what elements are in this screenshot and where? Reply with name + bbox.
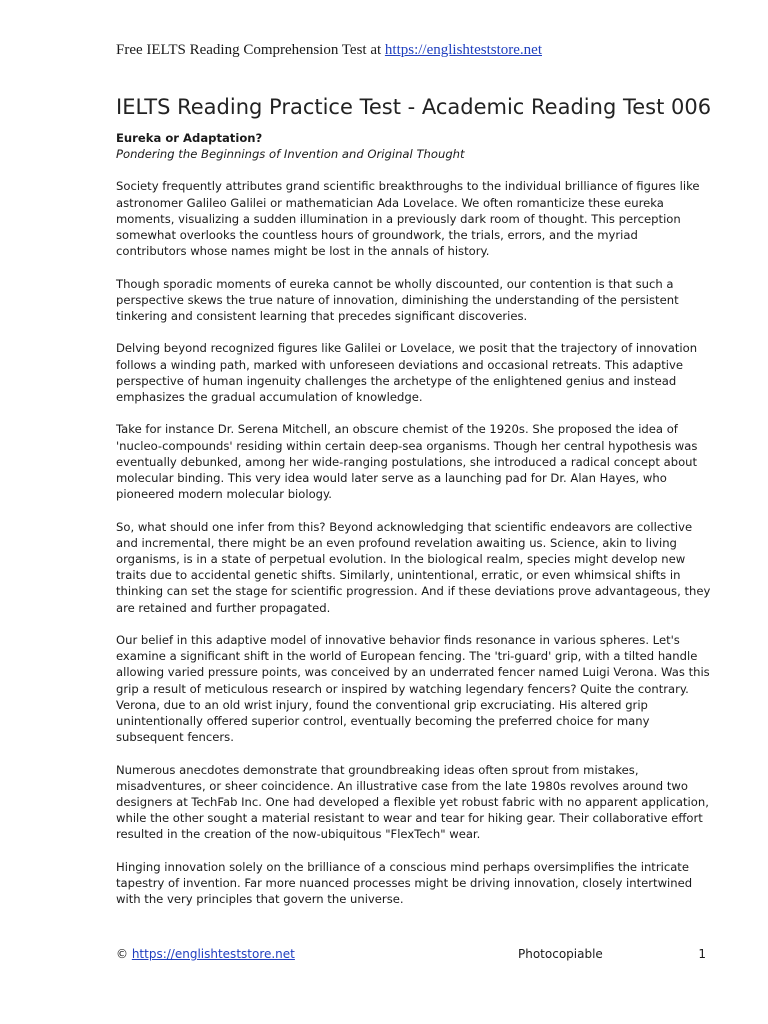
page-number: 1	[698, 947, 706, 961]
article-tagline: Pondering the Beginnings of Invention and Original Thought	[116, 147, 465, 162]
paragraph: Numerous anecdotes demonstrate that groundbreaking ideas often sprout from mistakes, misadventures, or sheer coincidence. An illustrative case from the late 1980s revolves around two designers at TechFab Inc. One had developed a flexible yet robust fabric with no apparent application, while the other sought a material resistant to wear and tear for hiking gear. Their collaborative effort resulted in the creation of the now-ubiquitous "FlexTech" wear.	[116, 762, 709, 842]
paragraph: Delving beyond recognized figures like Galilei or Lovelace, we posit that the trajectory of innovation follows a winding path, marked with unforeseen deviations and occasional retreats. This adaptive perspective of human ingenuity challenges the archetype of the enlightened genius and instead emphasizes the gradual accumulation of knowledge.	[116, 341, 698, 405]
header-text: Free IELTS Reading Comprehension Test at	[116, 42, 385, 58]
footer-link[interactable]: https://englishteststore.net	[131, 947, 295, 961]
footer-photocopiable: Photocopiable	[518, 947, 603, 961]
article-body	[116, 130, 712, 924]
footer-copyright	[116, 947, 295, 961]
copyright-symbol: ©	[116, 947, 128, 961]
paragraph: So, what should one infer from this? Beyond acknowledging that scientific endeavors are collective and incremental, there might be an even profound revelation awaiting us. Science, akin to living organisms, is in a state of perpetual evolution. In the biological realm, species might develop new traits due to accidental genetic shifts. Similarly, unintentional, erratic, or even whimsical shifts in thinking can set the stage for scientific progression. And if these deviations prove advantageous, they are retained and further propagated.	[116, 519, 711, 615]
page-title: IELTS Reading Practice Test - Academic Reading Test 006	[116, 95, 712, 119]
header-link[interactable]: https://englishteststore.net	[384, 42, 542, 58]
paragraph: Our belief in this adaptive model of innovative behavior finds resonance in various spheres. Let's examine a significant shift in the world of European fencing. The 'tri-guard' grip, with a tilted handle allowing varied pressure points, was conceived by an underrated fencer named Luigi Verona. Was this grip a result of meticulous research or inspired by watching legendary fencers? Quite the contrary. Verona, due to an old wrist injury, found the conventional grip excruciating. His altered grip unintentionally offered superior control, eventually becoming the preferred choice for many subsequent fencers.	[116, 633, 710, 745]
article-subtitle: Eureka or Adaptation?	[116, 131, 263, 145]
page-header	[116, 42, 542, 59]
paragraph: Take for instance Dr. Serena Mitchell, an obscure chemist of the 1920s. She proposed the idea of 'nucleo-compounds' residing within certain deep-sea organisms. Though her central hypothesis was eventually debunked, among her wide-ranging postulations, she introduced a radical concept about molecular binding. This very idea would later serve as a launching pad for Dr. Alan Hayes, who pioneered modern molecular biology.	[116, 422, 698, 502]
paragraph: Though sporadic moments of eureka cannot be wholly discounted, our contention is that such a perspective skews the true nature of innovation, diminishing the understanding of the persistent tinkering and consistent learning that precedes significant discoveries.	[116, 276, 679, 324]
paragraph: Society frequently attributes grand scientific breakthroughs to the individual brilliance of figures like astronomer Galileo Galilei or mathematician Ada Lovelace. We often romanticize these eureka moments, visualizing a sudden illumination in a previously dark room of thought. This perception somewhat overlooks the countless hours of groundwork, the trials, errors, and the myriad contributors whose names might be lost in the annals of history.	[116, 179, 700, 259]
paragraph: Hinging innovation solely on the brilliance of a conscious mind perhaps oversimplifies the intricate tapestry of invention. Far more nuanced processes might be driving innovation, closely intertwined with the very principles that govern the universe.	[116, 859, 693, 907]
